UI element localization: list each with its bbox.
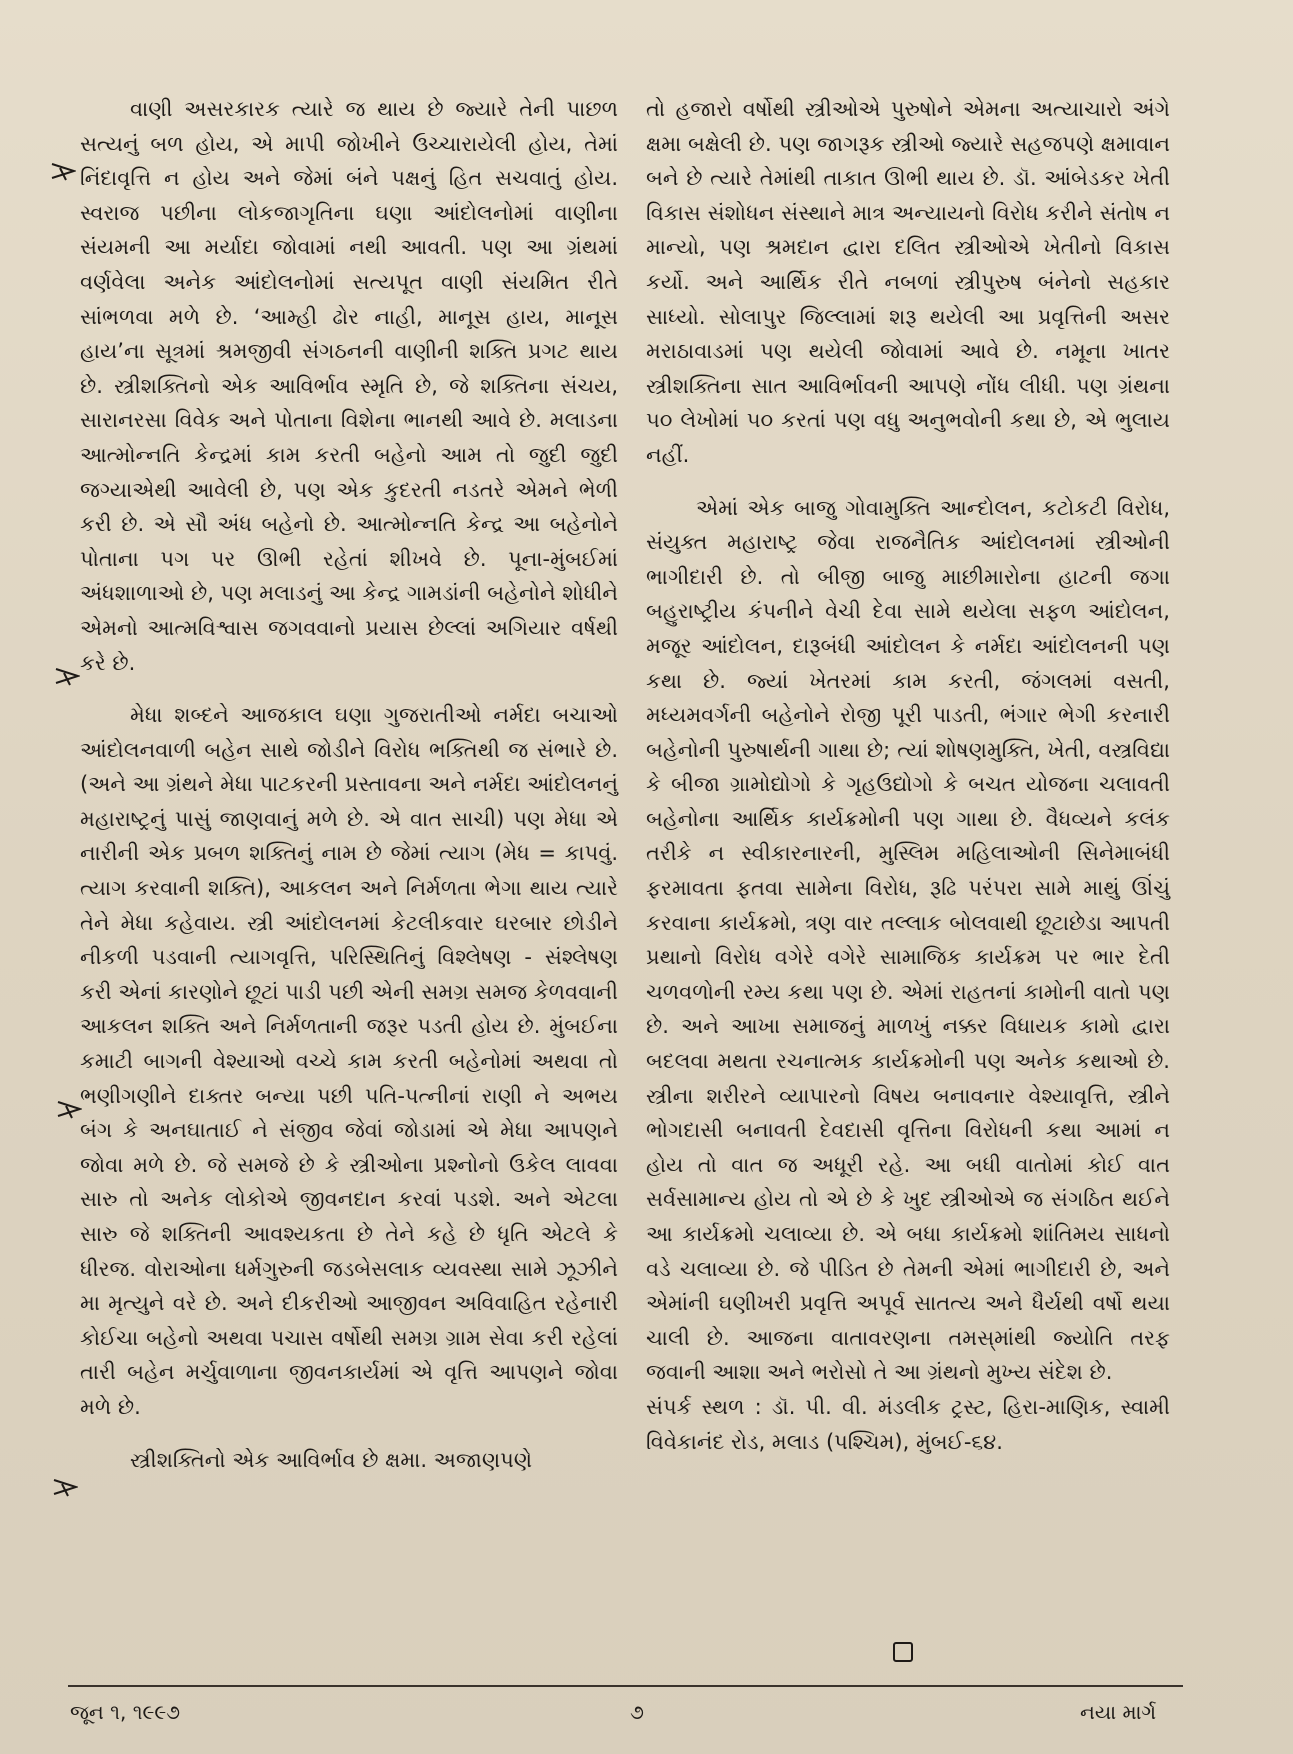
pen-mark-icon <box>56 1098 82 1120</box>
publication-title: નયા માર્ગ <box>1080 1700 1157 1724</box>
end-of-article-icon <box>893 1642 913 1662</box>
pen-mark-icon <box>54 665 80 687</box>
page-number: ૭ <box>630 1700 644 1724</box>
paragraph-speech: વાણી અસરકારક ત્યારે જ થાય છે જ્યારે તેની પાછળ સત્યનું બળ હોય, એ માપી જોખીને ઉચ્ચારાયેલી હોય, તેમાં નિંદાવૃત્તિ ન હોય અને જેમાં બંને પક્ષનું હિત સચવાતું હોય. સ્વરાજ પછીના લોકજાગૃતિના ઘણા આંદોલનોમાં વાણીના સંયમની આ મર્યાદા જોવામાં નથી આવતી. પણ આ ગ્રંથમાં વર્ણવેલા અનેક આંદોલનોમાં સત્યપૂત વાણી સંયમિત રીતે સાંભળવા મળે છે. ‘આમ્હી ઢોર નાહી, માનૂસ હાય, માનૂસ હાય’ના સૂત્રમાં શ્રમજીવી સંગઠનની વાણીની શક્તિ પ્રગટ થાય છે. સ્ત્રીશક્તિનો એક આવિર્ભાવ સ્મૃતિ છે, જે શક્તિના સંચય, સારાનરસા વિવેક અને પોતાના વિશેના ભાનથી આવે છે. મલાડના આત્મોન્નતિ કેન્દ્રમાં કામ કરતી બહેનો આમ તો જુદી જુદી જગ્યાએથી આવેલી છે, પણ એક કુદરતી નડતરે એમને ભેળી કરી છે. એ સૌ અંધ બહેનો છે. આત્મોન્નતિ કેન્દ્ર આ બહેનોને પોતાના પગ પર ઊભી રહેતાં શીખવે છે. પૂના-મુંબઈમાં અંધશાળાઓ છે, પણ મલાડનું આ કેન્દ્ર ગામડાંની બહેનોને શોધીને એમનો આત્મવિશ્વાસ જગવવાનો પ્રયાસ છેલ્લાં અગિયાર વર્ષથી કરે છે. <box>80 97 618 675</box>
issue-date: જૂન ૧, ૧૯૯૭ <box>70 1700 181 1724</box>
footer-divider <box>68 1685 1183 1687</box>
paragraph-forgiveness-start: સ્ત્રીશક્તિનો એક આવિર્ભાવ છે ક્ષમા. અજાણપણે <box>130 1447 533 1472</box>
pen-mark-icon <box>52 1476 78 1498</box>
pen-mark-icon <box>50 160 76 182</box>
paragraph-forgiveness-cont: તો હજારો વર્ષોથી સ્ત્રીઓએ પુરુષોને એમના અત્યાચારો અંગે ક્ષમા બક્ષેલી છે. પણ જાગરૂક સ્ત્રીઓ જ્યારે સહજપણે ક્ષમાવાન બને છે ત્યારે તેમાંથી તાકાત ઊભી થાય છે. ડૉ. આંબેડકર ખેતી વિકાસ સંશોધન સંસ્થાને માત્ર અન્યાયનો વિરોધ કરીને સંતોષ ન માન્યો, પણ શ્રમદાન દ્વારા દલિત સ્ત્રીઓએ ખેતીનો વિકાસ કર્યો. અને આર્થિક રીતે નબળાં સ્ત્રીપુરુષ બંનેનો સહકાર સાધ્યો. સોલાપુર જિલ્લામાં શરૂ થયેલી આ પ્રવૃત્તિની અસર મરાઠાવાડમાં પણ થયેલી જોવામાં આવે છે. નમૂના ખાતર સ્ત્રીશક્તિના સાત આવિર્ભાવની આપણે નોંધ લીધી. પણ ગ્રંથના ૫૦ લેખોમાં ૫૦ કરતાં પણ વધુ અનુભવોની કથા છે, એ ભુલાય નહીં. <box>646 97 1170 467</box>
paragraph-movements: એમાં એક બાજુ ગોવામુક્તિ આન્દોલન, કટોકટી વિરોધ, સંયુક્ત મહારાષ્ટ્ર જેવા રાજનૈતિક આંદોલનમાં સ્ત્રીઓની ભાગીદારી છે. તો બીજી બાજુ માછીમારોના હાટની જગા બહુરાષ્ટ્રીય કંપનીને વેચી દેવા સામે થયેલા સફળ આંદોલન, મજૂર આંદોલન, દારૂબંધી આંદોલન કે નર્મદા આંદોલનની પણ કથા છે. જ્યાં ખેતરમાં કામ કરતી, જંગલમાં વસતી, મધ્યમવર્ગની બહેનોને રોજી પૂરી પાડતી, ભંગાર ભેગી કરનારી બહેનોની પુરુષાર્થની ગાથા છે; ત્યાં શોષણમુક્તિ, ખેતી, વસ્ત્રવિદ્યા કે બીજા ગ્રામોદ્યોગો કે ગૃહઉદ્યોગો કે બચત યોજના ચલાવતી બહેનોના આર્થિક કાર્યક્રમોની પણ ગાથા છે. વૈધવ્યને કલંક તરીકે ન સ્વીકારનારની, મુસ્લિમ મહિલાઓની સિનેમાબંધી ફરમાવતા ફતવા સામેના વિરોધ, રૂઢિ પરંપરા સામે માથું ઊંચું કરવાના કાર્યક્રમો, ત્રણ વાર તલ્લાક બોલવાથી છૂટાછેડા આપતી પ્રથાનો વિરોધ વગેરે વગેરે સામાજિક કાર્યક્રમ પર ભાર દેતી ચળવળોની રમ્ય કથા પણ છે. એમાં રાહતનાં કામોની વાતો પણ છે. અને આખા સમાજનું માળખું નક્કર વિધાયક કામો દ્વારા બદલવા મથતા રચનાત્મક કાર્યક્રમોની પણ અનેક કથાઓ છે. સ્ત્રીના શરીરને વ્યાપારનો વિષય બનાવનાર વેશ્યાવૃત્તિ, સ્ત્રીને ભોગદાસી બનાવતી દેવદાસી વૃત્તિના વિરોધની કથા આમાં ન હોય તો વાત જ અધૂરી રહે. આ બધી વાતોમાં કોઈ વાત સર્વસામાન્ય હોય તો એ છે કે ખુદ સ્ત્રીઓએ જ સંગઠિત થઈને આ કાર્યક્રમો ચલાવ્યા છે. એ બધા કાર્યક્રમો શાંતિમય સાધનો વડે ચલાવ્યા છે. જે પીડિત છે તેમની એમાં ભાગીદારી છે, અને એમાંની ઘણીખરી પ્રવૃત્તિ અપૂર્વ સાતત્ય અને ધૈર્યથી વર્ષો થયા ચાલી છે. આજના વાતાવરણના તમસ્‌માંથી જ્યોતિ તરફ જવાની આશા અને ભરોસો તે આ ગ્રંથનો મુખ્ય સંદેશ છે. <box>646 495 1170 1385</box>
right-column <box>646 92 1170 1459</box>
contact-address: સંપર્ક સ્થળ : ડૉ. પી. વી. મંડલીક ટ્રસ્ટ, હિરા-માણિક, સ્વામી વિવેકાનંદ રોડ, મલાડ (પશ્ચિમ), મુંબઈ-૬૪. <box>646 1394 1170 1454</box>
left-column <box>80 92 618 1477</box>
paragraph-medha: મેધા શબ્દને આજકાલ ઘણા ગુજરાતીઓ નર્મદા બચાઓ આંદોલનવાળી બહેન સાથે જોડીને વિરોધ ભક્તિથી જ સંભારે છે. (અને આ ગ્રંથને મેધા પાટકરની પ્રસ્તાવના અને નર્મદા આંદોલનનું મહારાષ્ટ્રનું પાસું જાણવાનું મળે છે. એ વાત સાચી) પણ મેધા એ નારીની એક પ્રબળ શક્તિનું નામ છે જેમાં ત્યાગ (મેધ = કાપવું. ત્યાગ કરવાની શક્તિ), આકલન અને નિર્મળતા ભેગા થાય ત્યારે તેને મેધા કહેવાય. સ્ત્રી આંદોલનમાં કેટલીકવાર ઘરબાર છોડીને નીકળી પડવાની ત્યાગવૃત્તિ, પરિસ્થિતિનું વિશ્લેષણ - સંશ્લેષણ કરી એનાં કારણોને છૂટાં પાડી પછી એની સમગ્ર સમજ કેળવવાની આકલન શક્તિ અને નિર્મળતાની જરૂર પડતી હોય છે. મુંબઈના કમાટી બાગની વેશ્યાઓ વચ્ચે કામ કરતી બહેનોમાં અથવા તો ભણીગણીને દાક્તર બન્યા પછી પતિ-પત્નીનાં રાણી ને અભય બંગ કે અનઘાતાઈ ને સંજીવ જેવાં જોડામાં એ મેધા આપણને જોવા મળે છે. જે સમજે છે કે સ્ત્રીઓના પ્રશ્નોનો ઉકેલ લાવવા સારુ તો અનેક લોકોએ જીવનદાન કરવાં પડશે. અને એટલા સારુ જે શક્તિની આવશ્યકતા છે તેને કહે છે ધૃતિ એટલે કે ધીરજ. વોરાઓના ધર્મગુરુની જડબેસલાક વ્યવસ્થા સામે ઝૂઝીને મા મૃત્યુને વરે છે. અને દીકરીઓ આજીવન અવિવાહિત રહેનારી કોઈચા બહેનો અથવા પચાસ વર્ષોથી સમગ્ર ગ્રામ સેવા કરી રહેલાં તારી બહેન મર્ચુવાળાના જીવનકાર્યમાં એ વૃત્તિ આપણને જોવા મળે છે. <box>80 703 618 1419</box>
